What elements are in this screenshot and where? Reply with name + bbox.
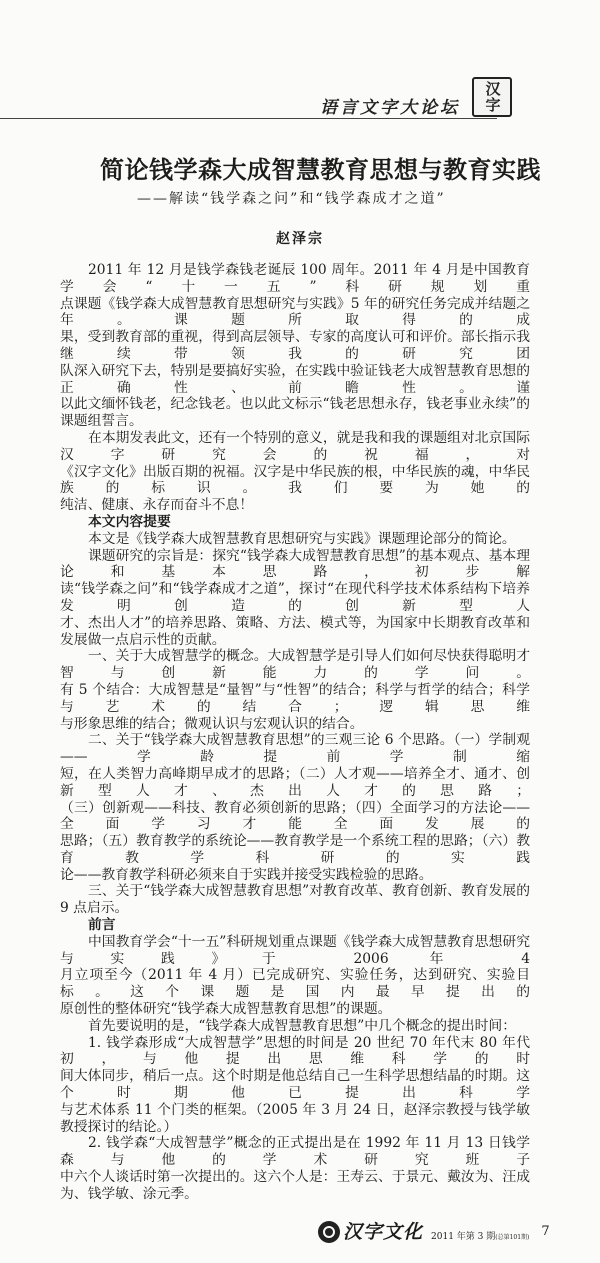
text-line: 前言 [88,917,116,934]
journal-emblem-icon [318,1221,340,1243]
text-line: 中六个人谈话时第一次提出的。这六个人是：王寿云、于景元、戴汝为、汪成为、钱学敏、涂元季。 [60,1169,530,1202]
paragraph [60,934,530,1018]
section-heading [60,917,530,934]
text-line: 原创性的整体研究“钱学森大成智慧教育思想”的课题。 [60,1001,392,1018]
text-line: 论——教育教学科研必须来自于实践并接受实践检验的思路。 [60,866,433,883]
text-line: 在本期发表此文，还有一个特别的意义，就是我和我的课题组对北京国际汉字研究会的祝福，对 [60,429,530,463]
footer [318,1220,550,1243]
text-line: 1. 钱学森形成“大成智慧学”思想的时间是 20 世纪 70 年代末 80 年代初，与他提出思维科学的时 [60,1034,530,1068]
text-line: 果，受到教育部的重视，得到高层领导、专家的高度认可和评价。部长指示我继续带领我的研究团 [60,329,530,362]
text-line: 首先要说明的是，“钱学森大成智慧教育思想”中几个概念的提出时间： [88,1017,517,1034]
page-number: 7 [541,1223,550,1239]
paragraph [60,1035,530,1136]
paragraph [60,732,530,883]
issue-number: 2011 年第 3 期 [431,1231,496,1242]
text-line: 点课题《钱学森大成智慧教育思想研究与实践》5 年的研究任务完成并结题之年。课题所取得的成 [60,295,530,329]
paragraph [60,531,530,548]
paragraph [60,430,530,514]
header-rule [0,118,497,119]
text-line: 《汉字文化》出版百期的祝福。汉字是中华民族的根，中华民族的魂，中华民族的标识。我们要为她的 [60,463,530,497]
article-body [60,262,530,1203]
text-line: 与艺术体系 11 个门类的框架。（2005 年 3 月 24 日，赵泽宗教授与钱学敏教授探讨的结论。） [60,1101,530,1135]
text-line: 中国教育学会“十一五”科研规划重点课题《钱学森大成智慧教育思想研究与实践》于 2006 年 4 [60,933,530,967]
text-line: 二、关于“钱学森大成智慧教育思想”的三观三论 6 个思路。（一）学制观——学龄提前学制缩 [60,732,530,766]
text-line: （三）创新观——科技、教育必须创新的思路；（四）全面学习的方法论——全面学习才能全面发展的 [60,799,530,833]
section-heading [60,514,530,531]
text-line: 2011 年 12 月是钱学森钱老诞辰 100 周年。2011 年 4 月是中国教育学会“十一五”科研规划重 [60,262,530,295]
text-line: 纯洁、健康、永存而奋斗不息！ [60,497,254,514]
text-line: 思路；（五）教育教学的系统论——教育教学是一个系统工程的思路；（六）教育教学科研的实践 [60,833,530,866]
seal-text: 汉字 [483,81,502,113]
paragraph [60,1018,530,1035]
issue-total: (总第101期) [495,1233,530,1241]
text-line: 课题研究的宗旨是：探究“钱学森大成智慧教育思想”的基本观点、基本理论和基本思路，初步解 [60,547,530,581]
paragraph [60,883,530,917]
article-author: 赵泽宗 [276,231,324,247]
text-line: 与形象思维的结合；微观认识与宏观认识的结合。 [60,715,364,732]
paragraph [60,262,530,430]
paragraph [60,1135,530,1202]
paragraph [60,648,530,732]
paragraph [60,548,530,649]
text-line: 2. 钱学森“大成智慧学”概念的正式提出是在 1992 年 11 月 13 日钱学森与他的学术研究班子 [60,1135,530,1169]
text-line: 队深入研究下去，特别是要搞好实验，在实践中验证钱老大成智慧教育思想的正确性、前瞻性。谨 [60,362,530,396]
article-title: 简论钱学森大成智慧教育思想与教育实践 [100,155,541,184]
text-line: 才、杰出人才”的培养思路、策略、方法、模式等，为国家中长期教育改革和发展做一点启示性的贡献。 [60,614,530,648]
text-line: 一、关于大成智慧学的概念。大成智慧学是引导人们如何尽快获得聪明才智与创新能力的学问。 [60,648,530,682]
text-line: 有 5 个结合：大成智慧是“量智”与“性智”的结合；科学与哲学的结合；科学与艺术的结合；逻辑思维 [60,681,530,715]
text-line: 本文是《钱学森大成智慧教育思想研究与实践》课题理论部分的简论。 [88,530,516,547]
text-line: 以此文缅怀钱老，纪念钱老。也以此文标示“钱老思想永存，钱老事业永续”的课题组誓言。 [60,396,530,430]
text-line: 本文内容提要 [88,513,171,530]
text-line: 间大体同步，稍后一点。这个时期是他总结自己一生科学思想结晶的时期。这个时期他已提出科学 [60,1068,530,1102]
text-line: 读“钱学森之问”和“钱学森成才之道”，探讨“在现代科学技术体系结构下培养发明创造的创新型人 [60,581,530,614]
article-subtitle: ——解读“钱学森之问”和“钱学森成才之道” [137,191,446,207]
journal-logo: 汉字文化 [343,1220,424,1243]
text-line: 三、关于“钱学森大成智慧教育思想”对教育改革、教育创新、教育发展的 9 点启示。 [60,883,530,917]
column-title: 语言文字大论坛 [320,98,460,118]
text-line: 短，在人类智力高峰期早成才的思路；（二）人才观——培养全才、通才、创新型人才、杰出人才的思路； [60,765,530,799]
issue-info [431,1229,529,1242]
text-line: 月立项至今（2011 年 4 月）已完成研究、实验任务，达到研究、实验目标。这个课题是国内最早提出的 [60,967,530,1001]
seal-logo-icon [472,77,512,117]
